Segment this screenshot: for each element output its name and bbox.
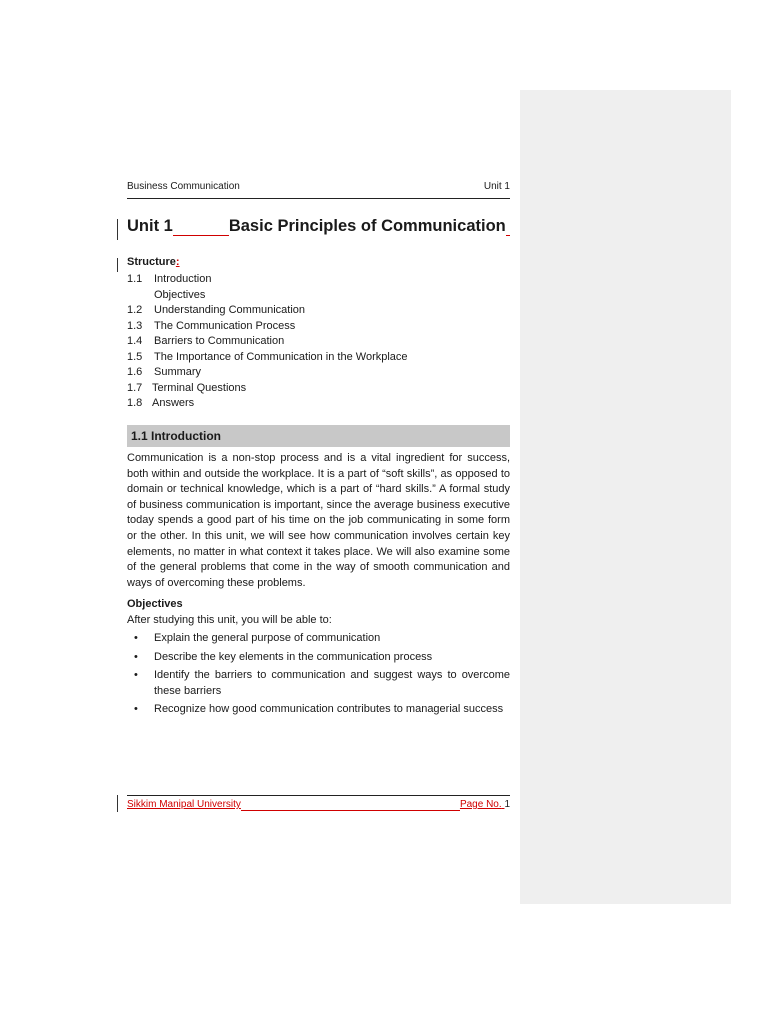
- toc-item-text: Understanding Communication: [154, 304, 306, 316]
- unit-title-number: Unit 1: [127, 217, 173, 235]
- introduction-paragraph: Communication is a non-stop process and is a vital ingredient for success, both within and outside the workplace. It is a part of “soft skills”, as opposed to domain or technical knowledge, which is a part of “hard skills.” A formal study of business communication is important, since the average business executive today spends a good part of his time on the job communicating in some form or the other. In this unit, we will see how communication involves certain key elements, no matter in what context it takes place. We will also examine some of the general problems that come in the way of smooth communication and ways of overcoming these problems.: [127, 452, 510, 589]
- toc-item: [127, 334, 510, 350]
- unit-title: [127, 217, 510, 241]
- footer-page-number: [460, 799, 510, 811]
- document-page: [127, 0, 510, 1024]
- objective-text: Explain the general purpose of communication: [154, 632, 381, 644]
- tracked-change-footer-underline: [241, 799, 460, 811]
- comment-pane: [520, 90, 731, 904]
- objectives-heading: Objectives: [127, 598, 183, 610]
- objective-text: Recognize how good communication contributes to managerial success: [154, 703, 504, 715]
- footer-university-name: Sikkim Manipal University: [127, 799, 241, 810]
- structure-label: [127, 256, 180, 268]
- objectives-list: [127, 631, 510, 721]
- toc-item-number: 1.6: [127, 366, 143, 378]
- objective-item: [127, 668, 510, 699]
- toc-item: [127, 365, 510, 381]
- change-bar-title: [117, 219, 118, 240]
- running-header: [127, 181, 510, 199]
- toc-item-text: Objectives: [154, 288, 206, 301]
- toc-item-number: 1.1: [127, 273, 143, 285]
- toc-item-text: Barriers to Communication: [154, 335, 285, 347]
- objectives-intro: After studying this unit, you will be able to:: [127, 614, 332, 626]
- toc-item-text: The Communication Process: [154, 319, 296, 332]
- tracked-change-underline-tail: [506, 217, 510, 236]
- toc-item-number: 1.2: [127, 304, 143, 316]
- toc-item-number: 1.8: [127, 397, 143, 409]
- toc-item-number: 1.5: [127, 350, 143, 363]
- structure-label-colon: :: [175, 256, 180, 268]
- structure-list: [127, 272, 510, 412]
- section-heading: 1.1 Introduction: [127, 425, 510, 447]
- change-bar-structure: [117, 258, 118, 272]
- change-bar-footer: [117, 795, 118, 812]
- toc-item-text: Answers: [152, 397, 195, 409]
- unit-title-text: Basic Principles of Communication: [228, 217, 506, 235]
- toc-item-number: 1.4: [127, 335, 143, 347]
- toc-item-text: Terminal Questions: [152, 381, 247, 394]
- bullet-icon: •: [134, 703, 138, 715]
- toc-item: [127, 350, 510, 366]
- toc-item: [127, 381, 510, 397]
- objective-text: Describe the key elements in the communication process: [154, 650, 433, 663]
- toc-item: [127, 288, 510, 304]
- toc-item-text: Summary: [154, 366, 202, 378]
- toc-item-number: 1.7: [127, 381, 143, 394]
- objective-item: [127, 702, 510, 718]
- toc-item: [127, 272, 510, 288]
- toc-item: [127, 319, 510, 335]
- running-footer: [127, 795, 510, 811]
- toc-item-number: 1.3: [127, 319, 143, 332]
- toc-item-text: Introduction: [154, 273, 212, 285]
- structure-label-text: Structure: [127, 256, 176, 268]
- toc-item: [127, 303, 510, 319]
- objective-text: Identify the barriers to communication and suggest ways to overcome these barriers: [154, 669, 510, 697]
- header-unit-label: Unit 1: [483, 181, 510, 192]
- toc-item: [127, 396, 510, 412]
- bullet-icon: •: [134, 632, 138, 644]
- header-course-title: Business Communication: [127, 181, 240, 192]
- footer-page-value: 1: [504, 799, 510, 810]
- tracked-change-underline: [173, 217, 229, 236]
- footer-page-label: Page No.: [459, 799, 502, 810]
- toc-item-text: The Importance of Communication in the Workplace: [154, 350, 408, 363]
- objective-item: [127, 631, 510, 647]
- objective-item: [127, 650, 510, 666]
- bullet-icon: •: [134, 650, 138, 663]
- bullet-icon: •: [134, 669, 138, 681]
